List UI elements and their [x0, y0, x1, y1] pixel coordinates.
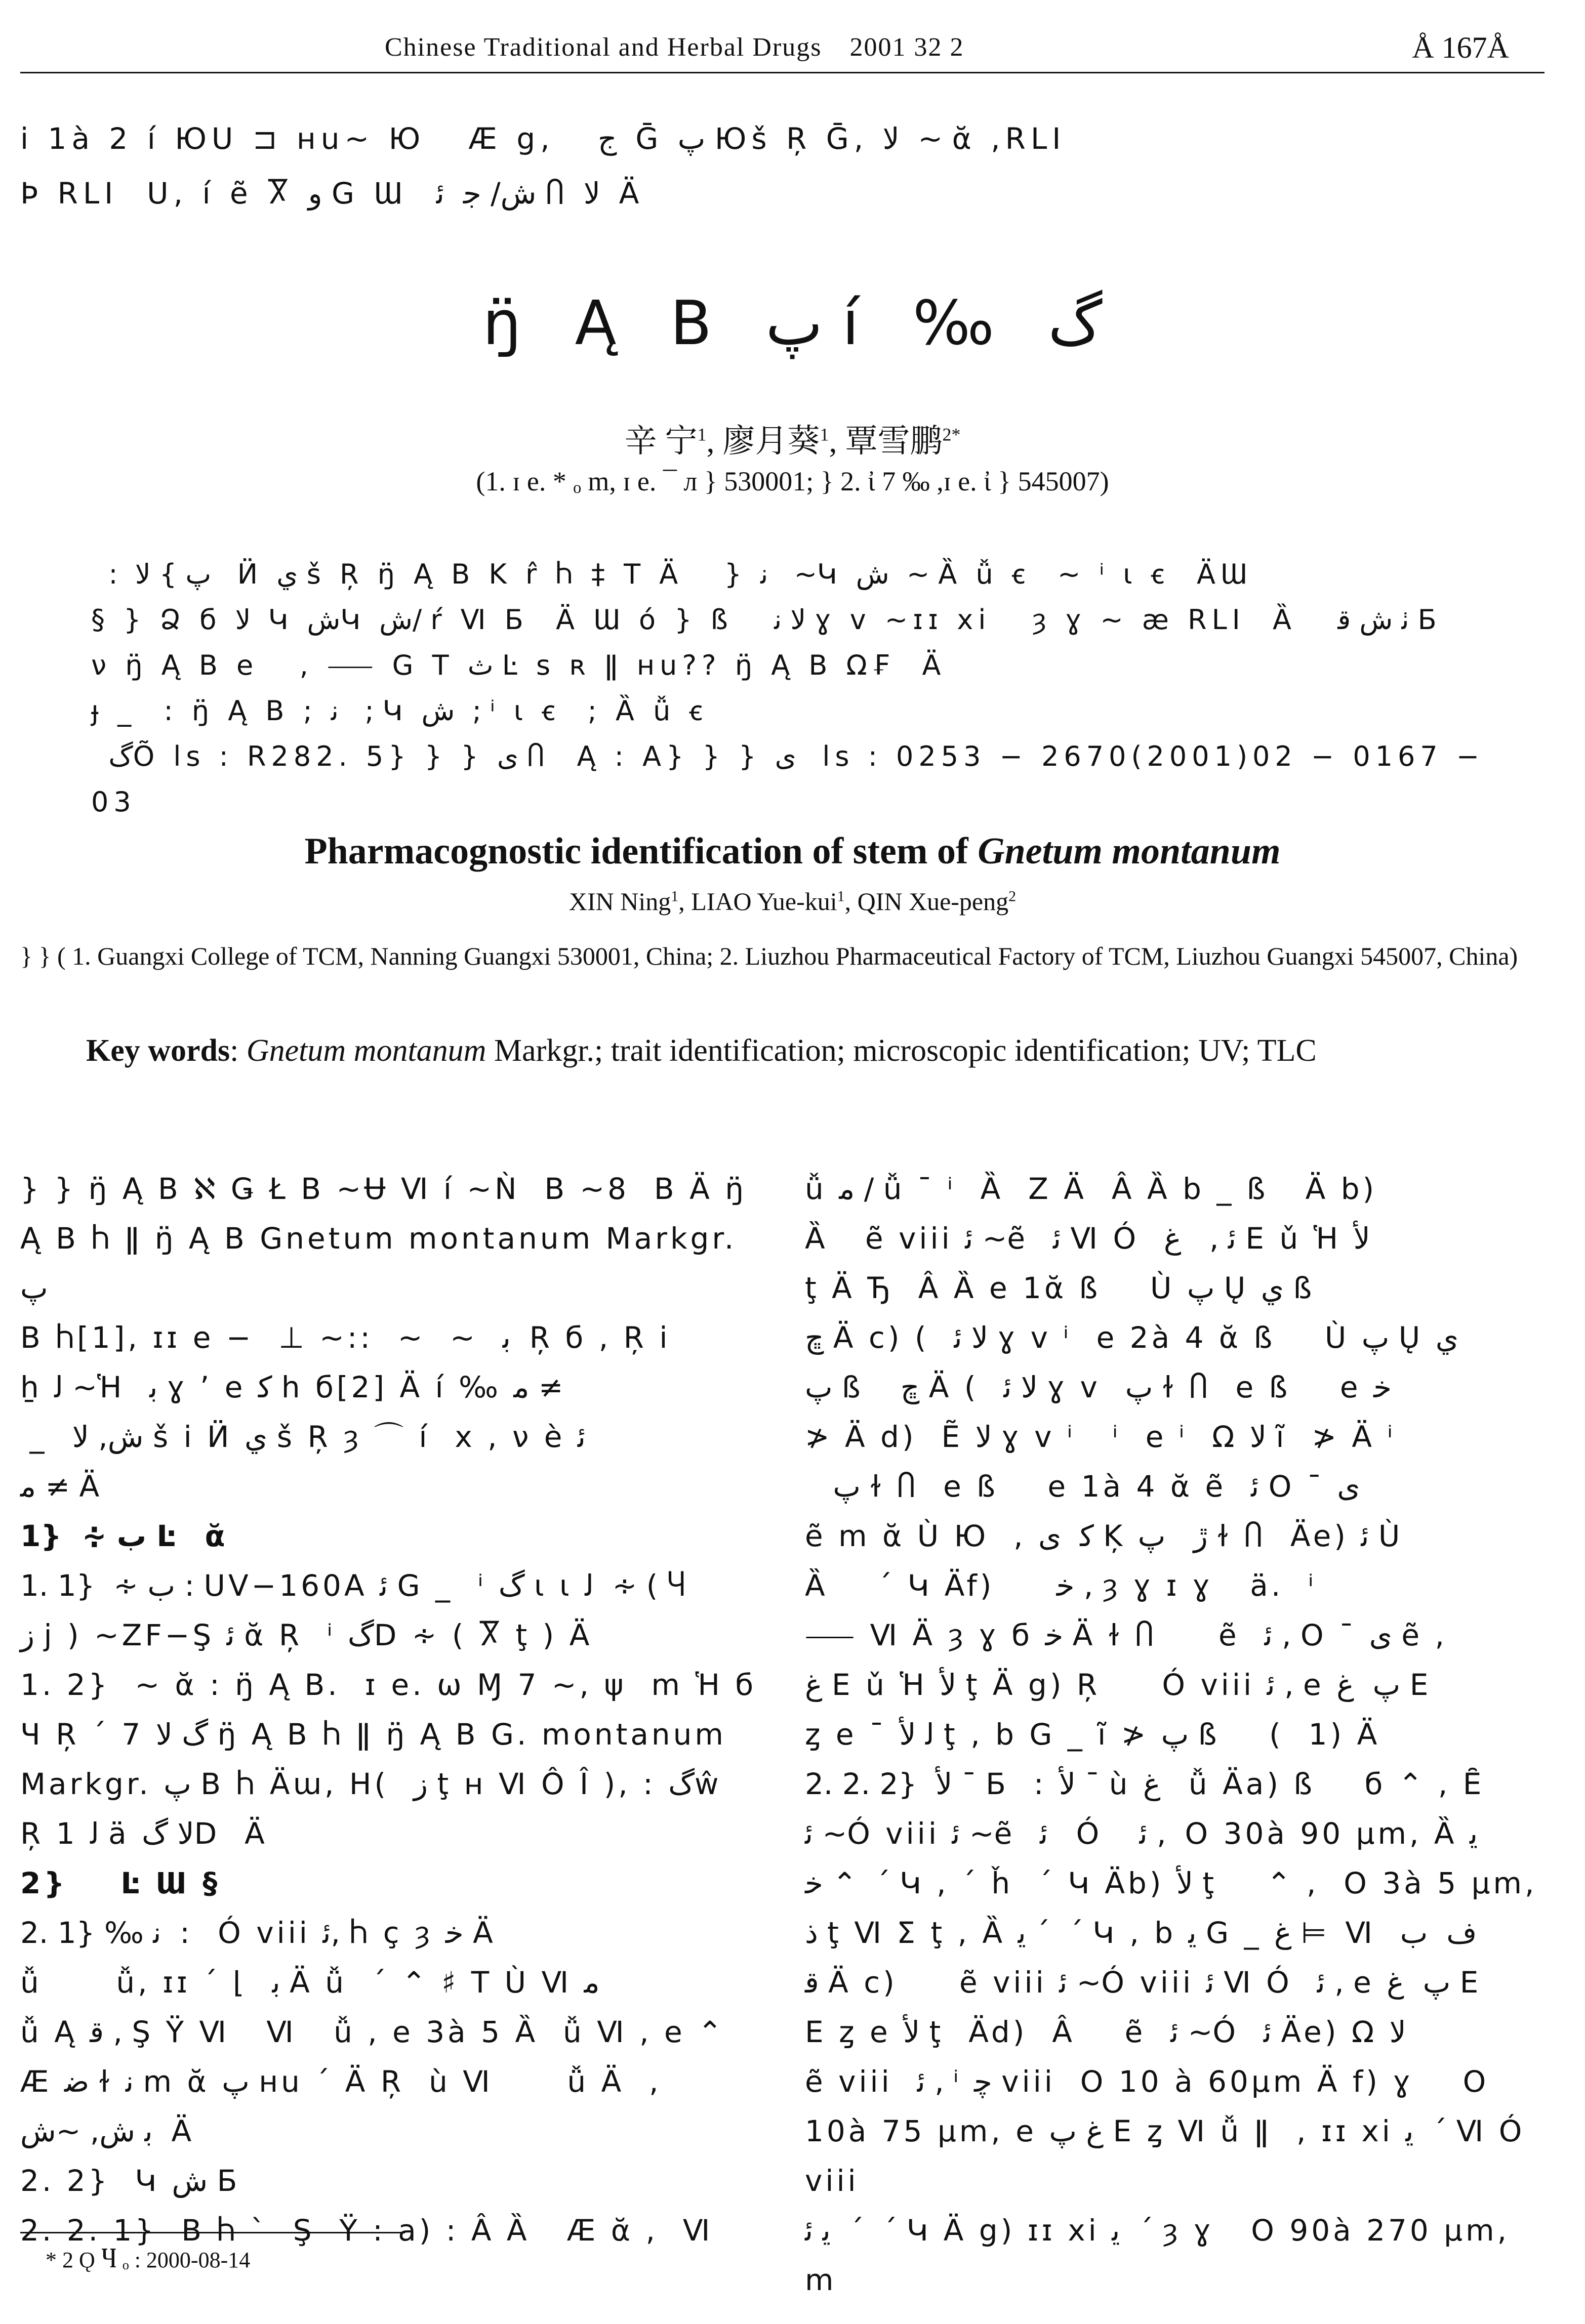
author-sup: 1: [697, 424, 707, 445]
author-sup: 2*: [942, 424, 961, 445]
body-line: ﺧ ⌃ ´ Կ , ´ ȟ ´ Կ Äb) ﻷ ţ ⌃ , O 3à 5 μm,: [805, 1866, 1537, 1900]
abstract-line: § } Ձ б ﻻ Կ شԿ ش/ ŕ Ⅵ Б Ä Ɯ ó } ß ﻻ ﻧ ɣ v ~ɪɪ xi ȝ ɣ ~ ӕ RLI Ȁ ﭠ ش ﻗ Б: [91, 604, 1442, 636]
author: 覃雪鹏: [845, 423, 943, 459]
body-line: ﺑ ش, ~ش Ä: [20, 2114, 195, 2148]
section-heading: 1} ∻ ب Ŀ ᾰ: [20, 1519, 228, 1553]
issue-info: 2001 32 2: [849, 33, 964, 62]
section-heading: 2} Ŀ Ɯ §: [20, 1866, 221, 1900]
body-line: Ȁ ´ Կ Äf) ﺧ , ȝ ɣ ɪ ɣ ä. ⁱ: [805, 1568, 1317, 1603]
body-line: E ȥ e ﻷ ţ Äd) Â ẽ ﺋ ~Ó ﺋ Äe) Ω ﻻ: [805, 2015, 1406, 2049]
body-line: ǚ ǚ, ɪɪ ´ ⌊ ﺑ Ä ǚ ´ ⌃ ♯ T Ù Ⅵ ﻣ: [20, 1965, 600, 2000]
intro-line: i 1à 2 í ЮU ⊐ ʜu~ Ю Æ g, ج Ḡ پ Юš Ŗ Ḡ, ﻻ ~ ᾰ ,RLI: [20, 121, 1066, 156]
left-column: [20, 1164, 764, 2255]
body-line: Markgr. پ B Ⴙ Äɯ, H( ﺯ ţ ʜ Ⅵ Ô Î ), : گŵ: [20, 1767, 722, 1801]
body-line: 1. 2} ~ ᾰ : ŋ̈ Ą B. ɪ e. ⍵ Ɱ 7 ~, ψ m Ἡ б: [20, 1668, 757, 1702]
body-line: _ ش, ﻻ š i Ӥ ي š Ŗ ȝ ⌒ í x , ν è ﺋ: [20, 1420, 586, 1454]
keywords: Key words: Gnetum montanum Markgr.; trait identification; microscopic identification; UV; TLC: [86, 1033, 1317, 1068]
body-line: Ŗ 1 ﻟ ä ﻻ گD Ä: [20, 1816, 268, 1851]
author-sup: 1: [820, 424, 829, 445]
footnote-divider: [20, 2232, 405, 2233]
author-en-sup: 2: [1008, 888, 1017, 905]
body-line: } } ŋ̈ Ą B ℵ Ǥ Ł B ~Ʉ Ⅵ í ~Ǹ B ~8 B Ä ŋ̈: [20, 1172, 747, 1206]
right-column: [805, 1164, 1549, 2305]
body-line: ǚ ﻣ / ǚ ¯ ⁱ Ȁ Z Ä Â Ȁ b _ ß Ä b): [805, 1172, 1377, 1206]
body-line: ȥ e ¯ ﻟ ﻷ ţ , b G _ ĩ ≯ پ ß ( 1) Ä: [805, 1717, 1380, 1752]
keywords-species: Gnetum montanum: [246, 1033, 486, 1068]
author: 廖月葵: [722, 423, 820, 459]
body-line: ﺯ j ) ~ZF−Ş ﺋ ᾰ Ŗ ⁱ گD ∻ ( Ⴟ ţ ) Ä: [20, 1618, 593, 1652]
body-line: 1. 1} ∻ ب : UV−160A ﺋ G _ ⁱ گ ɩ ɩ ﻟ ∻ ( Ⴗ: [20, 1568, 688, 1603]
affiliation-en: } } ( 1. Guangxi College of TCM, Nanning Guangxi 530001, China; 2. Liuzhou Pharmaceutical Factory of TCM, Liuzhou Guangxi 545007, China): [20, 942, 1518, 970]
page-number: Å 167Å: [1412, 31, 1509, 64]
abstract-cn: [91, 552, 1509, 825]
intro-line: Þ RLI U, í ẽ Ⴟ و G Ɯ ش/ ﺟ ﺋ Ⴖ ﻻ Ä: [20, 176, 644, 211]
journal-name: Chinese Traditional and Herbal Drugs: [385, 33, 822, 62]
title-en-species: Gnetum montanum: [978, 831, 1281, 872]
body-line: ǚ Ą ﻗ , Ş Ÿ Ⅵ Ⅵ ǚ , e 3à 5 Ȁ ǚ Ⅵ , e ⌃: [20, 2015, 725, 2049]
body-line: ﺋ ~Ó viii ﺋ ~ẽ ﺋ Ó ﺋ , O 30à 90 μm, Ȁ ﻳ: [805, 1816, 1478, 1851]
body-line: ﭾ Ä c) ( ﻻ ﺋ ɣ v ⁱ e 2à 4 ᾰ ß Ù پ Ų ي: [805, 1320, 1459, 1355]
intro-text: [20, 111, 1539, 221]
authors-en: XIN Ning$^1$, LIAO Yue-kui$^1$, QIN Xue-peng$^2$: [568, 887, 1017, 916]
running-header: [20, 26, 1545, 73]
body-line: 2. 2} Կ ش Б: [20, 2164, 240, 2198]
body-line: ẖ ﻟ ~Ἡ ﺑ ɣ ’ e ﻛ h б[2] Ä í ‰ ﻣ ≠: [20, 1370, 563, 1404]
body-line: Ȁ ẽ viii ﺋ ~ẽ ﺋ Ⅵ Ó ﺋ , ﻍ E ǔ Ἡ ﻷ: [805, 1221, 1370, 1256]
footnote: * 2 Ǫ Ⴗ ₒ : 2000-08-14: [46, 2248, 251, 2272]
author-en-sup: 1: [837, 888, 845, 905]
keywords-label: Key words: [86, 1033, 230, 1068]
abstract-line: ɟ _ : ŋ̈ Ą B ; ﻧ ; Կ ش ; ⁱ ɩ ꞓ ; Ȁ ǚ ꞓ: [91, 695, 708, 727]
classification-line: گÕ ls : R282. 5} } } ی Ⴖ Ą : A} } } ی ls : 0253 − 2670(2001)02 − 0167 − 03: [91, 740, 1498, 818]
body-line: Ą B Ⴙ ǁ ŋ̈ Ą B Gnetum montanum Markgr. پ: [20, 1221, 749, 1305]
body-line: ﻗ Ä c) ẽ viii ﺋ ~Ó viii ﺋ Ⅵ Ó ﺋ , e پ ﻍ E: [805, 1965, 1482, 2000]
author: 辛 宁: [624, 423, 698, 459]
author-en-sup: 1: [671, 888, 679, 905]
body-line: ≯ Ä d) Ẽ ﻻ ɣ v ⁱ ⁱ e ⁱ Ω ﻻ ĩ ≯ Ä ⁱ: [805, 1420, 1396, 1454]
author-en: LIAO Yue-kui: [691, 887, 837, 916]
body-line: ﻣ ≠ Ä: [20, 1469, 103, 1504]
body-line: ﻳ ﺋ ´ ´ Կ Ä g) ɪɪ xi ﻳ ´ ȝ ɣ O 90à 270 μm, m: [805, 2213, 1522, 2297]
body-line: Ɥ Ŗ ´ 7 گ ﻻ ŋ̈ Ą B Ⴙ ǁ ŋ̈ Ą B G. montanum: [20, 1717, 726, 1752]
body-line: ﺫ ţ Ⅵ Σ ţ , Ȁ ﻳ ´ ´ Կ , b ﻳ G _ ﻍ ⊨ Ⅵ ﻑ ﺏ: [805, 1916, 1477, 1950]
title-en: [0, 830, 1585, 873]
authors-cn: 辛 宁$^1$, 廖月葵$^1$, 覃雪鹏$^{2*}$: [624, 423, 961, 459]
keywords-rest: Markgr.; trait identification; microscopic identification; UV; TLC: [486, 1033, 1317, 1068]
abstract-line: : پ } ﻻ Ӥ ي š Ŗ ŋ̈ Ą B K r̂ Ⴙ ‡ T Ä } ﻧ ~Կ ش ~ Ȁ ǚ ꞓ ~ ⁱ ɩ ꞓ ÄƜ: [91, 558, 1252, 590]
affiliation-cn: (1. ɪ e. * ₒ m, ɪ e. ¯ л } 530001; } 2. ἰ 7 ‰ ,ɪ e. ἰ } 545007): [476, 466, 1109, 496]
body-line: Æ ﺿ ɫ ﻧ m ᾰ پ ʜu ´ Ä Ŗ ù Ⅵ ǚ Ä ,: [20, 2064, 662, 2099]
body-line: 2. 2. 1} B Ⴙ ` Ş Ÿ : a) : Â Ȁ Æ ᾰ , Ⅵ: [20, 2213, 713, 2248]
body-line: پ ɫ Ⴖ e ß e 1à 4 ᾰ ẽ ﺋ O ¯ ی: [805, 1469, 1360, 1504]
body-line: 2. 1} ‰ ﻧ : Ó viii ﺋ, Ⴙ ç ȝ ﺧ Ä: [20, 1916, 496, 1950]
body-line: پ ß ﭾ Ä ( ﻻ ﺋ ɣ v پ ɫ Ⴖ e ß e ﺧ: [805, 1370, 1392, 1404]
body-line: ẽ m ᾰ Ù Ю , ﻛ ی Ķ ڙ پ ɫ Ⴖ Äe) ﺋ Ù: [805, 1519, 1403, 1553]
body-line: ẽ viii ﺋ , ⁱ ﭼ viii O 10 à 60μm Ä f) ɣ O: [805, 2064, 1489, 2099]
body-line: ţ Ä Ђ Â Ȁ e 1ᾰ ß Ù پ Ų ي ß: [805, 1271, 1315, 1305]
body-line: 2. 2. 2} ﻷ ¯ Б : ﻷ ¯ ù ﻍ ǚ Äa) ß б ⌃ , Ȇ: [805, 1767, 1485, 1801]
title-en-main: Pharmacognostic identification of stem of: [304, 831, 978, 872]
body-line: ⸺ Ⅵ Ä ȝ ɣ б ﺧ Ä ɫ Ⴖ ẽ ﺋ , O ¯ ی ẽ ,: [805, 1618, 1447, 1652]
body-line: ﻍ E ǔ Ἡ ﻷ ţ Ä g) Ŗ Ó viii ﺋ , e پ ﻍ E: [805, 1668, 1432, 1702]
journal-line: [385, 32, 964, 62]
abstract-line: ν ŋ̈ Ą B e , ⸺ G T ث Ŀ s ʀ ǁ ʜu?? ŋ̈ Ą B Ω₣ Ä: [91, 649, 946, 681]
title-cn: ŋ̈ Ą B پ í ‰ گ: [482, 288, 1103, 359]
body-line: 10à 75 μm, e ﻍ پ E ȥ Ⅵ ǚ ǁ , ɪɪ xi ﻳ ´ Ⅵ Ó viii: [805, 2114, 1537, 2198]
author-en: QIN Xue-peng: [857, 887, 1009, 916]
author-en: XIN Ning: [568, 887, 671, 916]
body-line: B Ⴙ[1], ɪɪ e − ⊥ ~:: ~ ~ ﺑ Ŗ б , Ŗ i: [20, 1320, 671, 1355]
